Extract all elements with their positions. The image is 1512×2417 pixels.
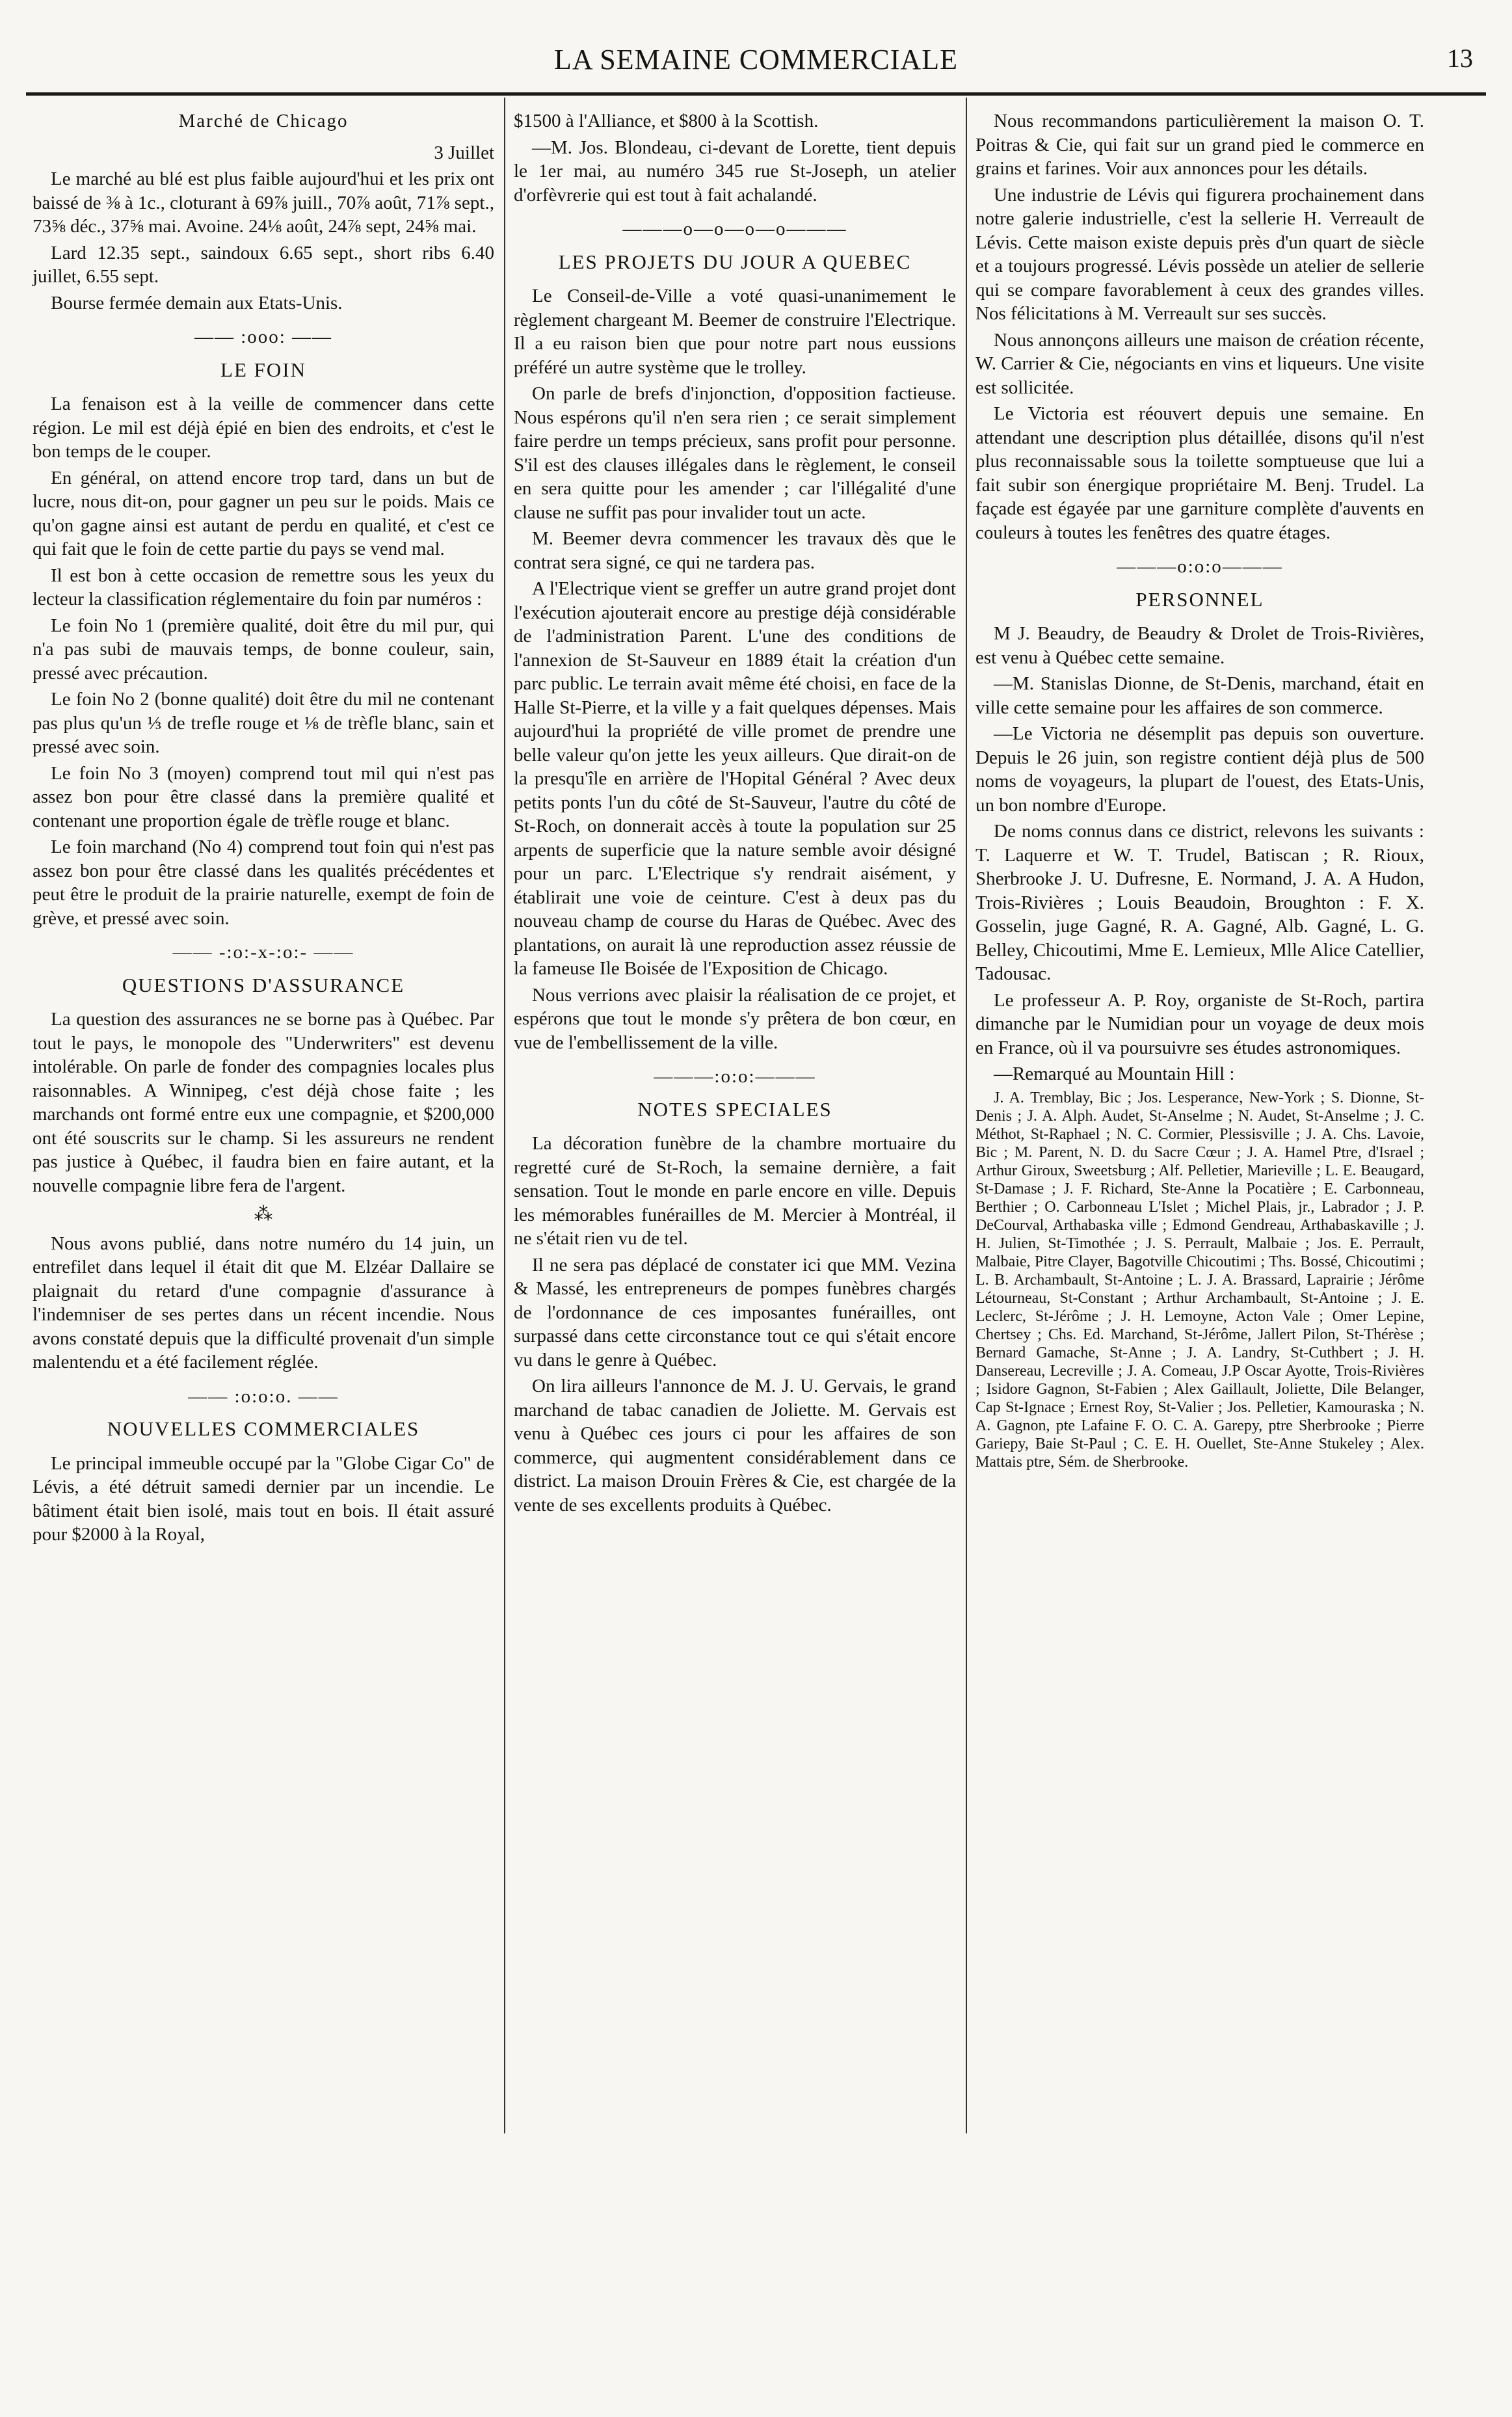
paragraph: Nous verrions avec plaisir la réalisation de ce projet, et espérons que tout le monde s'y prêtera de bon cœur, en vue de l'embellissement de la ville. xyxy=(514,984,956,1053)
paragraph: On parle de brefs d'injonction, d'opposition factieuse. Nous espérons qu'il n'en sera rien ; ce serait simplement faire perdre un temps précieux, sans profit pour personne. S'il est des clauses illégales dans le règlement, le conseil en sera quitte pour les amender ; car l'illégalité d'une clause ne suffit pas pour invalider tout un acte. xyxy=(514,383,956,523)
paragraph: Nous recommandons particulièrement la maison O. T. Poitras & Cie, qui fait sur un grand pied le commerce en grains et farines. Voir aux annonces pour les détails. xyxy=(975,111,1424,179)
paragraph: Le Conseil-de-Ville a voté quasi-unanimement le règlement chargeant M. Beemer de construire l'Electrique. Il a eu raison bien que pour notre part nous eussions préféré un autre système que le trolley. xyxy=(514,286,956,378)
section-heading-le-foin: LE FOIN xyxy=(220,358,306,381)
paragraph: $1500 à l'Alliance, et $800 à la Scottish. xyxy=(514,111,819,131)
paragraph: De noms connus dans ce district, relevons les suivants : T. Laquerre et W. T. Trudel, Batiscan ; R. Rioux, Sherbrooke J. U. Dufresne, E. Normand, J. A. A Hudon, Trois-Rivières ; Louis Beaudoin, Broughton : F. X. Gosselin, juge Gagné, R. A. Gagné, Alb. Gagné, L. G. Belley, Chicoutimi, Mme E. Lemieux, Mlle Alice Catellier, Tadousac. xyxy=(975,821,1424,984)
guest-list: J. A. Tremblay, Bic ; Jos. Lesperance, New-York ; S. Dionne, St-Denis ; J. A. Alph. Audet, St-Anselme ; N. Audet, St-Anselme ; J. C. Méthot, St-Raphael ; N. C. Cormier, Plessisville ; J. A. Chs. Lavoie, Bic ; M. Parent, N. D. du Sacre Cœur ; J. A. Hamel Ptre, d'Israel ; Arthur Giroux, Sweetsburg ; Alf. Pelletier, Marieville ; L. E. Beaugard, St-Damase ; J. F. Richard, Ste-Anne la Pocatière ; E. Carbonneau, Berthier ; O. Carbonneau L'Islet ; Michel Plais, jr., Labrador ; J. P. DeCourval, Arthabaska ville ; Edmond Gendreau, Arthabaskaville ; J. H. Julien, St-Timothée ; J. S. Perrault, Malbaie ; Jos. E. Perrault, Malbaie, Pitre Clayer, Bagotville Chicoutimi ; Ths. Bossé, Chicoutimi ; L. B. Archambault, St-Antoine ; L. J. A. Brassard, Laprairie ; Jérôme Létourneau, St-Constant ; Arthur Archambault, St-Antoine ; J. E. Leclerc, St-Jérôme ; J. H. Lemoyne, Acton Vale ; Omer Lepine, Chertsey ; Chs. Ed. Marchand, St-Jérôme, Jallert Pilon, St-Thérèse ; Bernard Gamache, St-Anne ; J. A. Landry, St-Cuthbert ; J. H. Dansereau, Lecreville ; J. A. Comeau, J.P Oscar Ayotte, Trois-Rivières ; Isidore Gagnon, St-Fabien ; Alex Gaillault, Joliette, Dile Belanger, Cap St-Ignace ; Ernest Roy, St-Valier ; Jos. Pelletier, Kamouraska ; N. A. Gagnon, pte Lafaine F. O. C. A. Garepy, ptre Sherbrooke ; Pierre Gariepy, Baie St-Paul ; C. E. H. Ouellet, Ste-Anne Stukeley ; Alex. Mattais ptre, Sém. de Sherbrooke. xyxy=(975,1089,1424,1471)
paragraph: La question des assurances ne se borne pas à Québec. Par tout le pays, le monopole des "Underwriters" est devenu intolérable. On parle de fonder des compagnies locales plus raisonnables. A Winnipeg, c'est déjà chose faite ; les marchands ont formé entre eux une compagnie, et $200,000 ont été souscrits sur le champ. Si les assureurs ne rendent pas justice à Québec, il faudra bien en faire autant, et la nouvelle compagnie libre fera de l'argent. xyxy=(33,1009,494,1196)
section-heading-chicago: Marché de Chicago xyxy=(178,111,349,131)
ornament-divider: ———o:o:o——— xyxy=(1117,556,1283,577)
paragraph: M. Beemer devra commencer les travaux dès que le contrat sera signé, ce qui ne tardera pas. xyxy=(514,528,956,573)
paragraph: On lira ailleurs l'annonce de M. J. U. Gervais, le grand marchand de tabac canadien de Joliette. M. Gervais est venu à Québec ces jours ci pour les affaires de son commerce, qui augmentent considérablement dans ce district. La maison Drouin Frères & Cie, est chargée de la vente de ses excellents produits à Québec. xyxy=(514,1376,956,1516)
paragraph: Le professeur A. P. Roy, organiste de St-Roch, partira dimanche par le Numidian pour un voyage de deux mois en France, où il va poursuivre ses études astronomiques. xyxy=(975,989,1424,1058)
paragraph: La décoration funèbre de la chambre mortuaire du regretté curé de St-Roch, la semaine dernière, a fait sensation. Tout le monde en parle encore en ville. Depuis les mémorables funérailles de M. Mercier à Montréal, il ne s'était rien vu de tel. xyxy=(514,1133,956,1249)
ornament-divider: —— -:o:-x-:o:- —— xyxy=(172,942,354,963)
page-header xyxy=(26,18,1486,83)
paragraph: Le Victoria est réouvert depuis une semaine. En attendant une description plus détaillée, disons qu'il n'est plus reconnaissable sous la toilette somptueuse que lui a fait subir son énergique propriétaire M. Benj. Trudel. La façade est égayée par une garniture complète d'auvents en couleurs à toutes les fenêtres des quatre étages. xyxy=(975,403,1424,543)
paragraph: Bourse fermée demain aux Etats-Unis. xyxy=(51,292,343,314)
paragraph: Le foin marchand (No 4) comprend tout foin qui n'est pas assez bon pour être classé dans les qualités précédentes et peut être le produit de la prairie naturelle, exempt de foin de grève, et pressé avec soin. xyxy=(33,836,494,929)
paragraph: A l'Electrique vient se greffer un autre grand projet dont l'exécution ajouterait encore au prestige déjà considérable de l'administration Parent. L'une des conditions de l'annexion de St-Sauveur en 1889 était la création d'un parc public. Le terrain avait même été choisi, en face de la Halle St-Pierre, et la ville y a fait quelques dépenses. Mais aujourd'hui la propriété de ville promet de prendre une belle valeur qu'on jette les yeux ailleurs. Que dirait-on de la presqu'île en arrière de l'Hopital Général ? Avec deux petits ponts l'un du côté de St-Sauveur, l'autre du côté de St-Roch, on donnerait accès à toute la population sur 25 arpents de superficie que la nature semble avoir désigné pour un parc. L'Electrique s'y rendrait aisément, y établirait une voie de ceinture. C'est à deux pas du nouveau champ de course du Haras de Québec. Avec des plantations, on aurait là une reproduction assez réussie de la fameuse Ile Boisée de l'Exposition de Chicago. xyxy=(514,578,956,979)
paragraph: En général, on attend encore trop tard, dans un but de lucre, nous dit-on, pour gagner un peu sur le poids. Mais ce qu'on gagne ainsi est autant de perdu en qualité, et c'est ce qui fait que le foin de cette partie du pays se vend mal. xyxy=(33,467,494,559)
ornament-divider: ———:o:o:——— xyxy=(654,1066,816,1087)
column-divider-1 xyxy=(504,98,505,2133)
section-heading-projets: LES PROJETS DU JOUR A QUEBEC xyxy=(558,250,912,273)
section-heading-personnel: PERSONNEL xyxy=(1135,587,1264,611)
paragraph: La fenaison est à la veille de commencer dans cette région. Le mil est déjà épié en bien des endroits, et c'est le bon temps de le couper. xyxy=(33,394,494,462)
paragraph: Nous avons publié, dans notre numéro du 14 juin, un entrefilet dans lequel il était dit que M. Elzéar Dallaire se plaignait du retard d'une compagnie d'assurance à l'indemniser de ses pertes dans un récent incendie. Nous avons constaté depuis que la difficulté provenait d'un simple malentendu et a été facilement réglée. xyxy=(33,1233,494,1372)
paragraph: —Le Victoria ne désemplit pas depuis son ouverture. Depuis le 26 juin, son registre contient déjà plus de 500 noms de voyageurs, la plupart de l'ouest, des Etats-Unis, un bon nombre d'Europe. xyxy=(975,723,1424,816)
paragraph: Le foin No 2 (bonne qualité) doit être du mil ne contenant pas plus qu'un ⅓ de trefle rouge et ⅛ de trèfle blanc, sain et pressé avec soin. xyxy=(33,689,494,757)
paragraph: —M. Stanislas Dionne, de St-Denis, marchand, était en ville cette semaine pour les affaires de son commerce. xyxy=(975,673,1424,718)
paragraph: Il ne sera pas déplacé de constater ici que MM. Vezina & Massé, les entrepreneurs de pompes funèbres chargés de l'ordonnance de ces imposantes funérailles, ont surpassé dans cette circonstance tout ce qui s'était encore vu dans le genre à Québec. xyxy=(514,1254,956,1370)
paragraph: M J. Beaudry, de Beaudry & Drolet de Trois-Rivières, est venu à Québec cette semaine. xyxy=(975,623,1424,668)
ornament-divider: —— :o:o:o. —— xyxy=(188,1385,339,1407)
ornament-divider: —— :ooo: —— xyxy=(194,327,333,347)
column-2 xyxy=(514,109,956,1519)
page-number: 13 xyxy=(1447,44,1473,73)
column-3 xyxy=(975,109,1424,1474)
dateline: 3 Juillet xyxy=(434,142,494,163)
header-rule xyxy=(26,92,1486,96)
paragraph: Le foin No 3 (moyen) comprend tout mil qui n'est pas assez bon pour être classé dans la première qualité et contenant une proportion égale de trèfle rouge et blanc. xyxy=(33,762,494,831)
paragraph: —Remarqué au Mountain Hill : xyxy=(994,1063,1235,1084)
column-1 xyxy=(33,109,494,1549)
paragraph: Le principal immeuble occupé par la "Globe Cigar Co" de Lévis, a été détruit samedi dernier par un incendie. Le bâtiment était bien isolé, mais tout en bois. Il était assuré pour $2000 à la Royal, xyxy=(33,1452,494,1545)
paragraph: Il est bon à cette occasion de remettre sous les yeux du lecteur la classification réglementaire du foin par numéros : xyxy=(33,565,494,609)
asterism-divider: ⁂ xyxy=(254,1204,273,1225)
paragraph: Le foin No 1 (première qualité, doit être du mil pur, qui n'a pas subi de mauvais temps, de bonne couleur, sain, pressé avec précaution. xyxy=(33,615,494,684)
section-heading-assurance: QUESTIONS D'ASSURANCE xyxy=(122,973,405,996)
section-heading-nouvelles: NOUVELLES COMMERCIALES xyxy=(107,1417,420,1440)
paragraph: Le marché au blé est plus faible aujourd'hui et les prix ont baissé de ⅜ à 1c., cloturant à 69⅞ juill., 70⅞ août, 71⅞ sept., 73⅝ déc., 37⅝ mai. Avoine. 24⅛ août, 24⅞ sept, 24⅝ mai. xyxy=(33,168,494,237)
ornament-divider: ———o—o—o—o——— xyxy=(622,219,847,239)
column-divider-2 xyxy=(966,98,967,2133)
paragraph: Lard 12.35 sept., saindoux 6.65 sept., short ribs 6.40 juillet, 6.55 sept. xyxy=(33,242,494,287)
paragraph: Une industrie de Lévis qui figurera prochainement dans notre galerie industrielle, c'est la sellerie H. Verreault de Lévis. Cette maison existe depuis près d'un quart de siècle et a toujours progressé. Lévis possède un atelier de sellerie qui se compare favorablement à ceux des grandes villes. Nos félicitations à M. Verreault sur ses succès. xyxy=(975,184,1424,324)
paragraph: Nous annonçons ailleurs une maison de création récente, W. Carrier & Cie, négociants en vins et liqueurs. Une visite est sollicitée. xyxy=(975,329,1424,398)
page-title: LA SEMAINE COMMERCIALE xyxy=(554,44,958,75)
paragraph: —M. Jos. Blondeau, ci-devant de Lorette, tient depuis le 1er mai, au numéro 345 rue St-Joseph, un atelier d'orfèvrerie qui est tout à fait achalandé. xyxy=(514,137,956,206)
section-heading-notes: NOTES SPECIALES xyxy=(637,1097,832,1121)
